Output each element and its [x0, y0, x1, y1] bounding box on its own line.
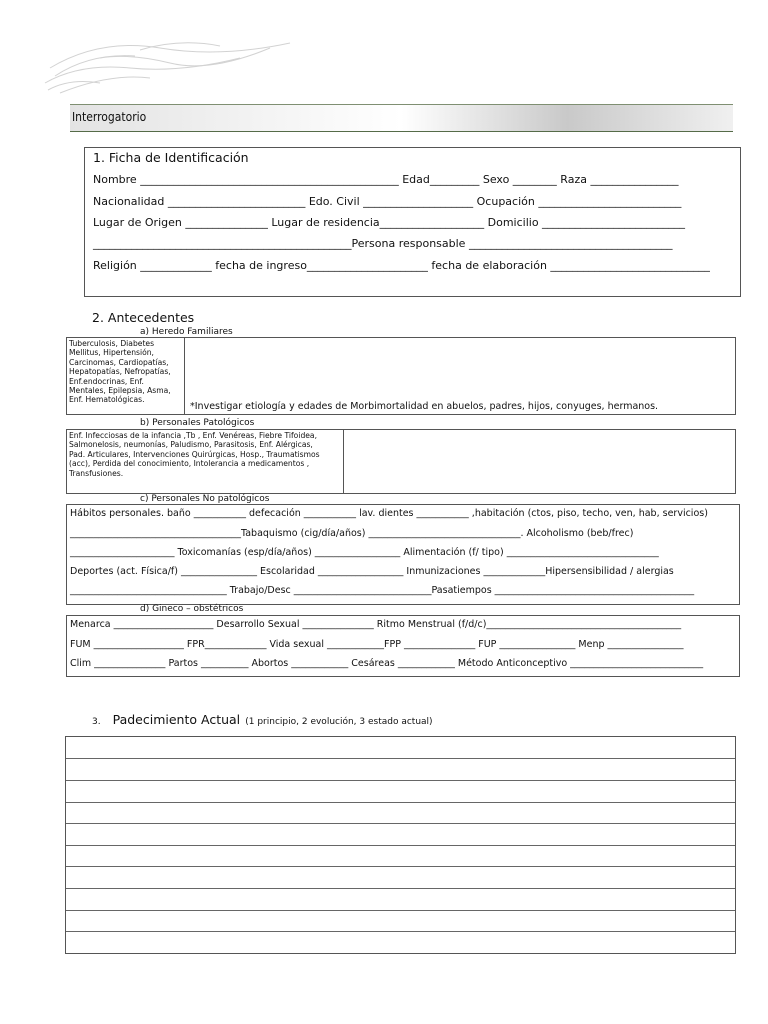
ficha-title: 1. Ficha de Identificación: [93, 150, 249, 165]
heredo-divider: [184, 338, 185, 414]
padecimiento-number: 3.: [92, 717, 101, 727]
gineco-obstetricos-box: [66, 615, 740, 677]
padecimiento-subtitle: (1 principio, 2 evolución, 3 estado actual): [245, 717, 433, 727]
heredo-note[interactable]: *Investigar etiología y edades de Morbimortalidad en abuelos, padres, hijos, conyuges, hermanos.: [190, 401, 659, 412]
heredo-familiares-label: a) Heredo Familiares: [140, 327, 233, 337]
padecimiento-line: [66, 910, 735, 911]
padecimiento-line: [66, 758, 735, 759]
padecimiento-lined-box[interactable]: [65, 736, 736, 954]
no-patologicos-row-habitos[interactable]: Hábitos personales. baño ___________ defecación ___________ lav. dientes ___________ ,habitación (ctos, piso, techo, ven, hab, servicios): [70, 508, 708, 519]
no-patologicos-box: [66, 504, 740, 605]
faded-logo-image: [40, 28, 300, 98]
gineco-row-clim[interactable]: Clim _______________ Partos __________ Abortos ____________ Cesáreas ____________ Método Anticonceptivo ____________________________: [70, 658, 704, 669]
no-patologicos-row-tabaquismo[interactable]: ____________________________________Tabaquismo (cig/día/años) ________________________________. Alcoholismo (beb/frec): [70, 528, 634, 539]
padecimiento-line: [66, 845, 735, 846]
no-patologicos-label: c) Personales No patológicos: [140, 494, 270, 504]
heredo-familiares-list: Tuberculosis, Diabetes Mellitus, Hipertensión, Carcinomas, Cardiopatías, Hepatopatías, Nefropatías, Enf.endocrinas, Enf. Mentales, Epilepsia, Asma, Enf. Hematológicas.: [69, 339, 171, 405]
no-patologicos-row-deportes[interactable]: Deportes (act. Física/f) ________________ Escolaridad __________________ Inmunizaciones _____________Hipersensibilidad / alergias: [70, 566, 674, 577]
padecimiento-line: [66, 866, 735, 867]
padecimiento-line: [66, 888, 735, 889]
gineco-obstetricos-label: d) Gineco – obstétricos: [140, 604, 244, 614]
padecimiento-line: [66, 802, 735, 803]
antecedentes-title: 2. Antecedentes: [92, 310, 195, 325]
gineco-row-fum[interactable]: FUM ___________________ FPR_____________ Vida sexual ____________FPP _______________ FUP ________________ Menp ________________: [70, 639, 684, 650]
padecimiento-title: Padecimiento Actual: [112, 712, 241, 727]
padecimiento-line: [66, 931, 735, 932]
section-header-band: [70, 104, 733, 132]
padecimiento-line: [66, 780, 735, 781]
patologicos-answer-area[interactable]: [344, 430, 735, 493]
ficha-row-responsable[interactable]: _______________________________________________Persona responsable _____________________________________: [93, 237, 673, 250]
no-patologicos-row-trabajo[interactable]: _________________________________ Trabajo/Desc _____________________________Pasatiempos __________________________________________: [70, 585, 695, 596]
no-patologicos-row-toxicomanias[interactable]: ______________________ Toxicomanías (esp/día/años) __________________ Alimentación (f/ tipo) ________________________________: [70, 547, 659, 558]
padecimiento-heading: [92, 709, 433, 728]
personales-patologicos-label: b) Personales Patológicos: [140, 418, 255, 428]
patologicos-list: Enf. Infecciosas de la infancia ,Tb , Enf. Venéreas, Fiebre Tifoidea, Salmonelosis, neumonías, Paludismo, Parasitosis, Enf. Alérgicas, Pad. Articulares, Intervenciones Quirúrgicas, Hosp., Traumatismos (acc), Perdida del conocimiento, Intolerancia a medicamentos , Transfusiones.: [69, 431, 320, 478]
padecimiento-line: [66, 823, 735, 824]
page-title: Interrogatorio: [72, 110, 147, 124]
personales-patologicos-table: [66, 429, 736, 494]
ficha-row-nombre[interactable]: Nombre _______________________________________________ Edad_________ Sexo ________ Raza ________________: [93, 173, 679, 186]
gineco-row-menarca[interactable]: Menarca _____________________ Desarrollo Sexual _______________ Ritmo Menstrual (f/d/c)_________________________________________: [70, 619, 682, 630]
ficha-row-nacionalidad[interactable]: Nacionalidad _________________________ Edo. Civil ____________________ Ocupación __________________________: [93, 195, 682, 208]
ficha-row-origen[interactable]: Lugar de Origen _______________ Lugar de residencia___________________ Domicilio __________________________: [93, 216, 686, 229]
heredo-familiares-table: [66, 337, 736, 415]
ficha-row-religion[interactable]: Religión _____________ fecha de ingreso______________________ fecha de elaboración _____________________________: [93, 259, 710, 272]
ficha-identificacion-box: [84, 147, 741, 297]
